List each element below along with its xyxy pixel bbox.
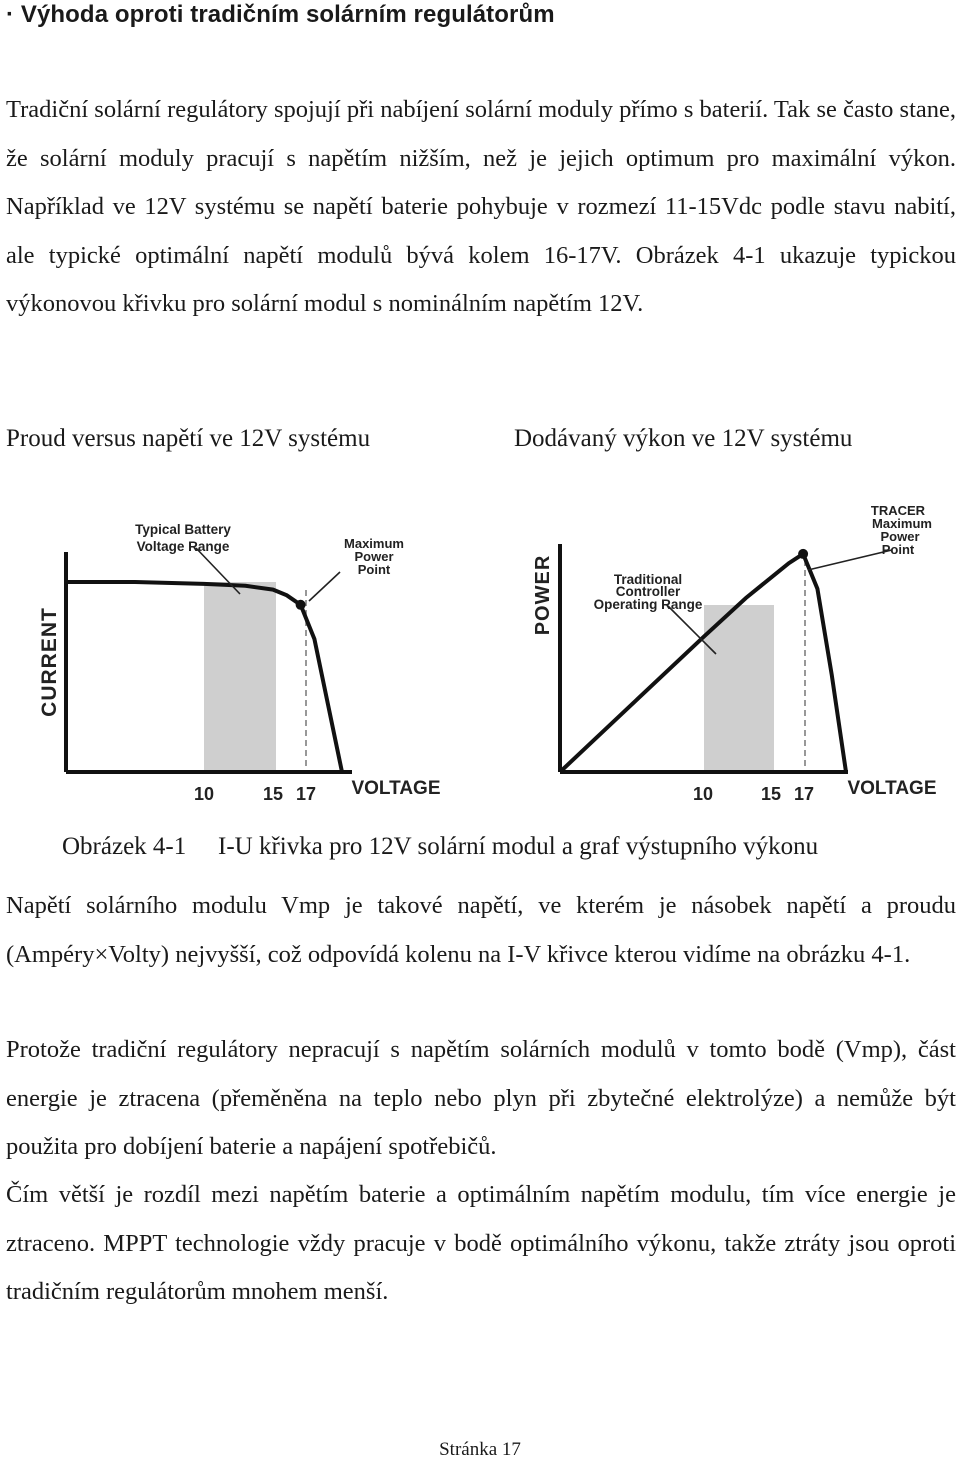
caption-number: Obrázek 4-1 xyxy=(62,833,187,860)
battery-voltage-range-band xyxy=(204,582,276,772)
vmp-paragraph: Napětí solárního modulu Vmp je takové napětí, ve kterém je násobek napětí a proudu (Ampéry×Volty) nejvyšší, což odpovídá kolenu na I-V křivce kterou vidíme na obrázku 4-1. xyxy=(6,892,956,968)
left-mpp-leader xyxy=(309,572,340,601)
right-mpp-label-line1: TRACER xyxy=(870,503,926,518)
section-heading: · Výhoda oproti tradičním solárním regulátorům xyxy=(6,1,555,28)
left-chart-title: Proud versus napětí ve 12V systému xyxy=(6,425,371,452)
mppt-paragraph: Čím větší je rozdíl mezi napětím baterie a optimálním napětím modulu, tím více energie je ztraceno. MPPT technologie vždy pracuje v bodě optimálního výkonu, takže ztráty jsou oproti tradičním regulátorům mnohem menší. xyxy=(6,1181,956,1305)
right-tick-17: 17 xyxy=(793,784,815,804)
energy-loss-paragraph: Protože tradiční regulátory nepracují s napětím solárních modulů v tomto bodě (Vmp), část energie je ztracena (přeměněna na teplo nebo plyn při zbytečné elektrolýze) a nemůže být použita pro dobíjení baterie a napájení spotřebičů. xyxy=(6,1036,956,1160)
power-series-line xyxy=(560,554,846,772)
controller-range-label-line1: Traditional xyxy=(613,572,683,587)
right-maximum-power-point xyxy=(798,549,808,559)
battery-range-label-line2: Voltage Range xyxy=(136,539,230,554)
battery-range-label-line1: Typical Battery xyxy=(135,522,231,537)
figure-4-1 xyxy=(0,490,960,810)
left-mpp-label-line3: Point xyxy=(357,562,391,577)
left-tick-15: 15 xyxy=(262,784,284,804)
right-tick-10: 10 xyxy=(692,784,714,804)
current-axis-label: CURRENT xyxy=(38,607,61,717)
right-chart-title: Dodávaný výkon ve 12V systému xyxy=(514,425,853,452)
controller-operating-range-band xyxy=(704,605,774,772)
left-voltage-axis-label: VOLTAGE xyxy=(351,778,441,799)
power-axis-label: POWER xyxy=(532,554,554,636)
left-tick-10: 10 xyxy=(193,784,215,804)
power-voltage-chart xyxy=(532,503,937,804)
intro-paragraph: Tradiční solární regulátory spojují při nabíjení solární moduly přímo s baterií. Tak se často stane, že solární moduly pracují s napětím nižším, než je jejich optimum pro maximální výkon. Například ve 12V systému se napětí baterie pohybuje v rozmezí 11-15Vdc podle stavu nabití, ale typické optimální napětí modulů bývá kolem 16-17V. Obrázek 4-1 ukazuje typickou výkonovou křivku pro solární modul s nominálním napětím 12V. xyxy=(6,96,956,317)
right-mpp-label-line4: Point xyxy=(881,542,915,557)
page-footer: Stránka 17 xyxy=(439,1439,521,1460)
controller-range-label-line2: Controller xyxy=(615,584,681,599)
right-mpp-leader xyxy=(808,550,892,570)
right-tick-15: 15 xyxy=(760,784,782,804)
left-mpp-label-line2: Power xyxy=(354,549,394,564)
right-mpp-label-line3: Power xyxy=(880,529,920,544)
left-tick-17: 17 xyxy=(295,784,317,804)
controller-range-label-line3: Operating Range xyxy=(593,597,703,612)
left-mpp-label-line1: Maximum xyxy=(344,536,404,551)
left-maximum-power-point xyxy=(296,600,306,610)
right-voltage-axis-label: VOLTAGE xyxy=(847,778,937,799)
right-mpp-label-line2: Maximum xyxy=(872,516,932,531)
current-voltage-chart xyxy=(38,522,441,804)
caption-text: I-U křivka pro 12V solární modul a graf výstupního výkonu xyxy=(218,833,819,860)
